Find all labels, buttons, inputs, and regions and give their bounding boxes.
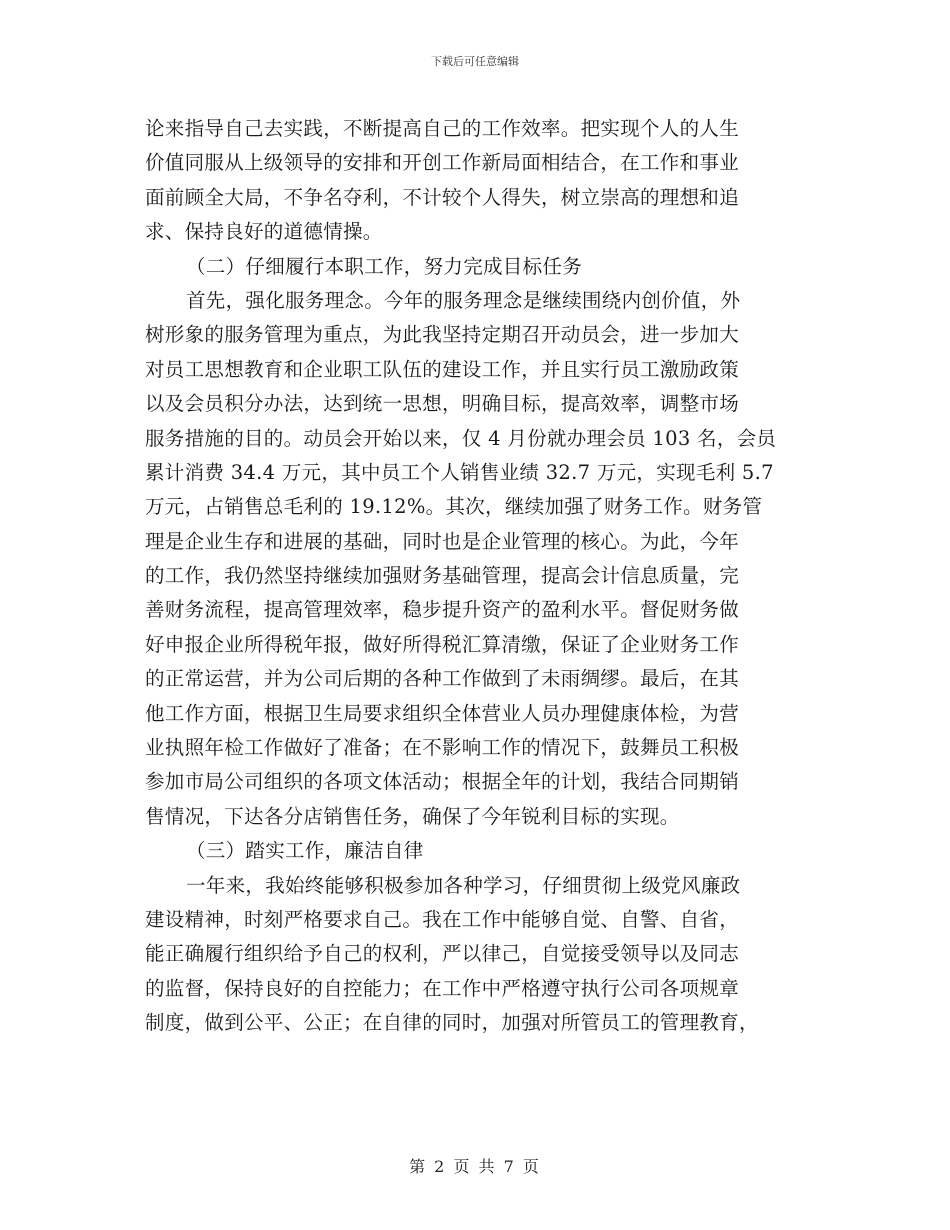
- body-line: 的正常运营，并为公司后期的各种工作做到了未雨绸缪。最后，在其: [145, 667, 740, 691]
- body-line: 论来指导自己去实践，不断提高自己的工作效率。把实现个人的人生: [145, 117, 740, 140]
- body-line: 他工作方面，根据卫生局要求组织全体营业人员办理健康体检，为营: [145, 701, 740, 725]
- body-line: 求、保持良好的道德情操。: [145, 220, 383, 244]
- body-line: 万元，占销售总毛利的 19.12%。其次，继续加强了财务工作。财务管: [145, 495, 763, 519]
- section-heading: （三）踏实工作，廉洁自律: [186, 839, 424, 863]
- body-line: 面前顾全大局，不争名夺利，不计较个人得失，树立崇高的理想和追: [145, 185, 740, 209]
- body-line: 建设精神，时刻严格要求自己。我在工作中能够自觉、自警、自省，: [145, 907, 740, 931]
- body-line: 对员工思想教育和企业职工队伍的建设工作，并且实行员工激励政策: [145, 357, 740, 381]
- body-line: 以及会员积分办法，达到统一思想，明确目标，提高效率，调整市场: [145, 392, 740, 416]
- section-heading: （二）仔细履行本职工作，努力完成目标任务: [186, 254, 583, 278]
- page-header-note: 下载后可任意编辑: [431, 55, 519, 68]
- body-line: 售情况，下达各分店销售任务，确保了今年锐利目标的实现。: [145, 804, 680, 828]
- body-line: 累计消费 34.4 万元，其中员工个人销售业绩 32.7 万元，实现毛利 5.7: [145, 460, 774, 484]
- body-line: 理是企业生存和进展的基础，同时也是企业管理的核心。为此，今年: [145, 529, 740, 553]
- body-line: 的工作，我仍然坚持继续加强财务基础管理，提高会计信息质量，完: [145, 564, 740, 588]
- body-line: 好申报企业所得税年报，做好所得税汇算清缴，保证了企业财务工作: [145, 632, 740, 656]
- body-line: 一年来，我始终能够积极参加各种学习，仔细贯彻上级党风廉政: [186, 873, 741, 897]
- document-body: [145, 112, 815, 1041]
- body-line: 参加市局公司组织的各项文体活动；根据全年的计划，我结合同期销: [145, 770, 740, 794]
- body-line: 业执照年检工作做好了准备；在不影响工作的情况下，鼓舞员工积极: [145, 736, 740, 760]
- body-line: 的监督，保持良好的自控能力；在工作中严格遵守执行公司各项规章: [145, 976, 740, 1000]
- body-line: 服务措施的目的。动员会开始以来，仅 4 月份就办理会员 103 名，会员: [145, 426, 777, 450]
- body-line: 首先，强化服务理念。今年的服务理念是继续围绕内创价值，外: [186, 288, 741, 312]
- body-line: 能正确履行组织给予自己的权利，严以律己，自觉接受领导以及同志: [145, 942, 740, 966]
- page-number-footer: 第 2 页 共 7 页: [409, 1157, 541, 1176]
- body-line: 制度，做到公平、公正；在自律的同时，加强对所管员工的管理教育，: [145, 1011, 759, 1035]
- body-line: 价值同服从上级领导的安排和开创工作新局面相结合，在工作和事业: [145, 151, 740, 175]
- body-line: 善财务流程，提高管理效率，稳步提升资产的盈利水平。督促财务做: [145, 598, 740, 622]
- body-line: 树形象的服务管理为重点，为此我坚持定期召开动员会，进一步加大: [145, 323, 740, 347]
